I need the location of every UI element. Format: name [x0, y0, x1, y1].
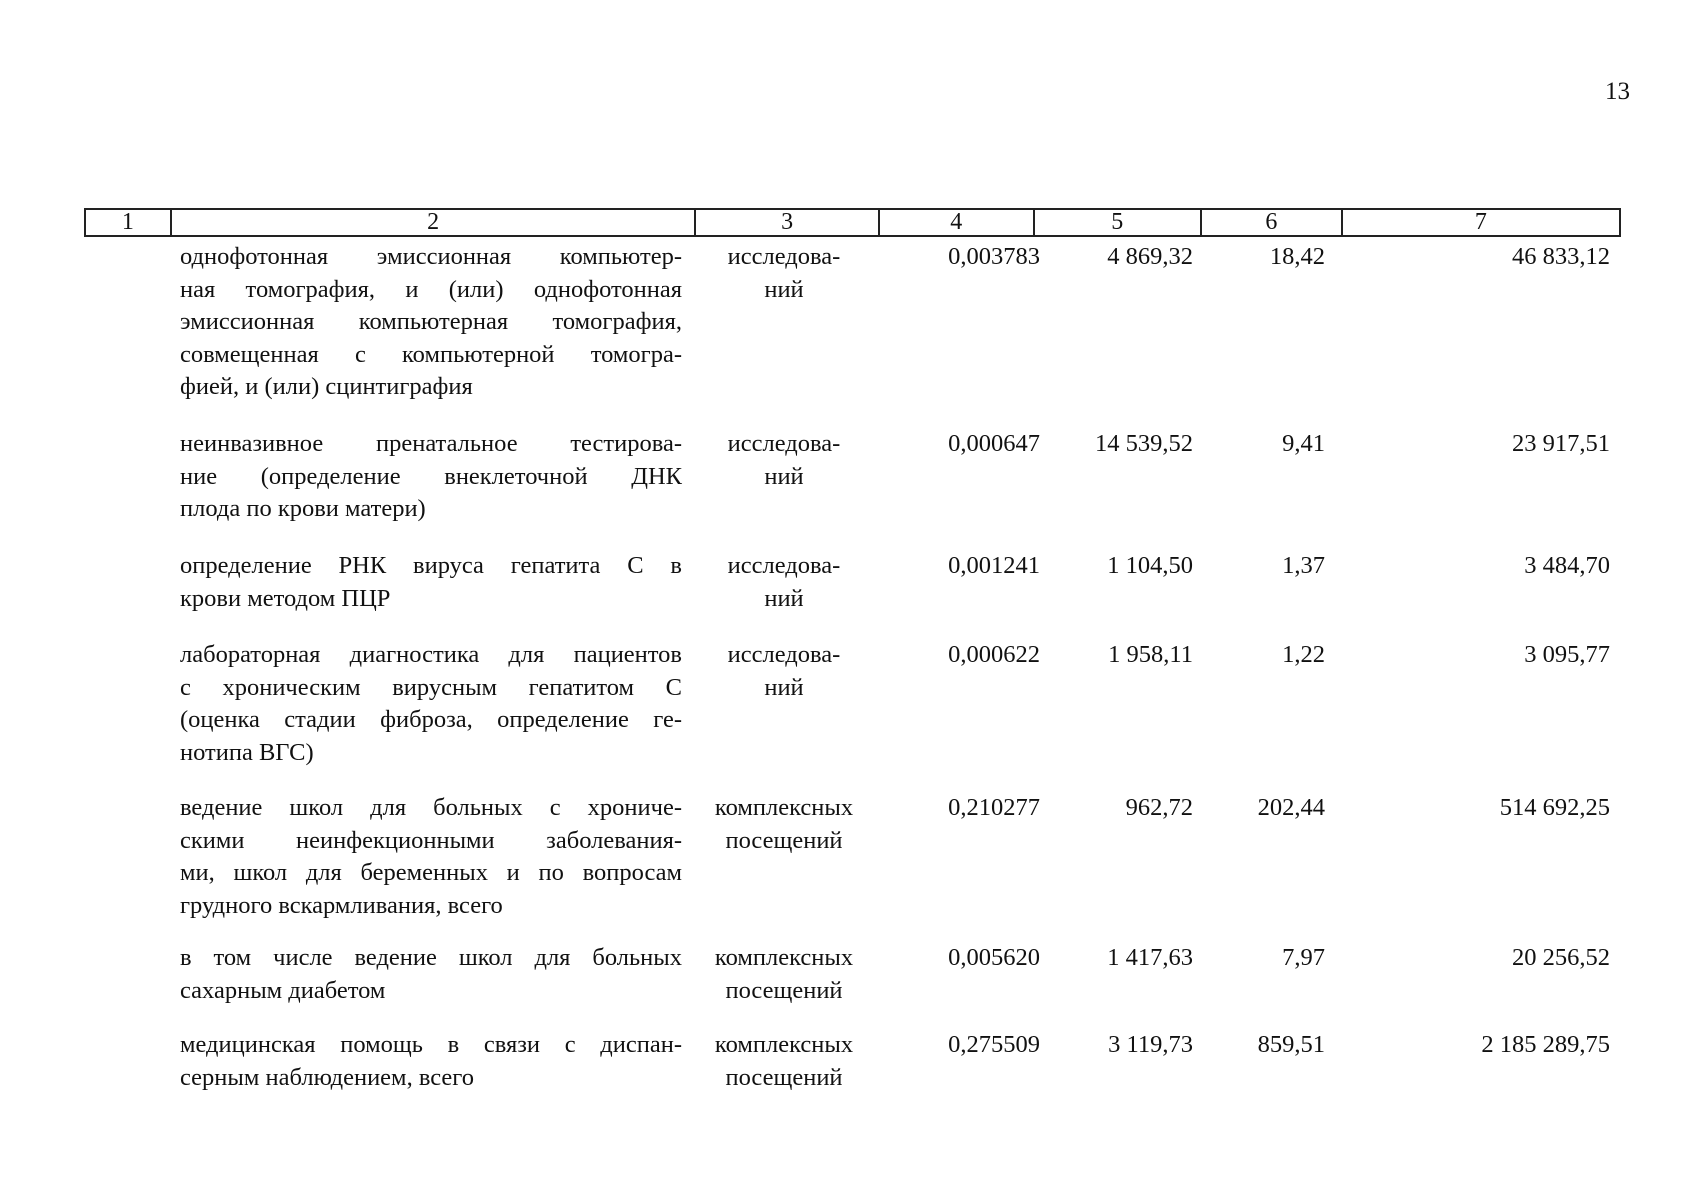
header-col-5: 5 [1035, 210, 1203, 235]
unit: исследова- ний [727, 641, 841, 701]
header-col-3: 3 [696, 210, 880, 235]
total-value: 514 692,25 [1499, 794, 1610, 821]
service-name: однофотонная эмиссионная компьютер- ная томография, и (или) однофотонная эмиссионная компьютерная томография, совмещенная с компьютерной томогра- фией, и (или) сцинтиграфия [180, 243, 682, 400]
header-col-1: 1 [86, 210, 172, 235]
norm-value: 0,005620 [948, 944, 1040, 971]
service-name: в том числе ведение школ для больных сахарным диабетом [180, 944, 682, 1004]
per-capita-value: 18,42 [1269, 243, 1325, 270]
cost-value: 1 958,11 [1108, 641, 1193, 668]
service-name: ведение школ для больных с хрониче- скими неинфекционными заболевания- ми, школ для беременных и по вопросам грудного вскармливания, всего [180, 794, 682, 919]
per-capita-value: 1,37 [1282, 552, 1325, 579]
cost-value: 962,72 [1125, 794, 1193, 821]
total-value: 2 185 289,75 [1481, 1031, 1610, 1058]
cost-value: 1 104,50 [1107, 552, 1193, 579]
header-col-6: 6 [1202, 210, 1343, 235]
unit: исследова- ний [727, 430, 841, 490]
total-value: 23 917,51 [1512, 430, 1610, 457]
table-header [84, 208, 1621, 237]
unit: комплексных посещений [714, 1031, 854, 1091]
total-value: 3 095,77 [1524, 641, 1610, 668]
norm-value: 0,275509 [948, 1031, 1040, 1058]
per-capita-value: 7,97 [1282, 944, 1325, 971]
page-number: 13 [1605, 78, 1630, 105]
header-col-2: 2 [172, 210, 697, 235]
cost-value: 3 119,73 [1108, 1031, 1193, 1058]
per-capita-value: 9,41 [1282, 430, 1325, 457]
service-name: неинвазивное пренатальное тестирова- ние (определение внеклеточной ДНК плода по крови матери) [180, 430, 682, 522]
per-capita-value: 202,44 [1257, 794, 1325, 821]
service-name: определение РНК вируса гепатита С в крови методом ПЦР [180, 552, 682, 612]
cost-value: 4 869,32 [1107, 243, 1193, 270]
total-value: 3 484,70 [1524, 552, 1610, 579]
norm-value: 0,001241 [948, 552, 1040, 579]
per-capita-value: 1,22 [1282, 641, 1325, 668]
service-name: лабораторная диагностика для пациентов с хроническим вирусным гепатитом С (оценка стадии фиброза, определение ге- нотипа ВГС) [180, 641, 682, 766]
norm-value: 0,000647 [948, 430, 1040, 457]
unit: исследова- ний [727, 243, 841, 303]
total-value: 20 256,52 [1512, 944, 1610, 971]
unit: комплексных посещений [714, 944, 854, 1004]
service-name: медицинская помощь в связи с диспан- серным наблюдением, всего [180, 1031, 682, 1091]
per-capita-value: 859,51 [1257, 1031, 1325, 1058]
cost-value: 14 539,52 [1095, 430, 1193, 457]
unit: комплексных посещений [714, 794, 854, 854]
cost-value: 1 417,63 [1107, 944, 1193, 971]
header-col-7: 7 [1474, 209, 1487, 235]
norm-value: 0,003783 [948, 243, 1040, 270]
unit: исследова- ний [727, 552, 841, 612]
header-col-4: 4 [880, 210, 1035, 235]
total-value: 46 833,12 [1512, 243, 1610, 270]
norm-value: 0,210277 [948, 794, 1040, 821]
norm-value: 0,000622 [948, 641, 1040, 668]
